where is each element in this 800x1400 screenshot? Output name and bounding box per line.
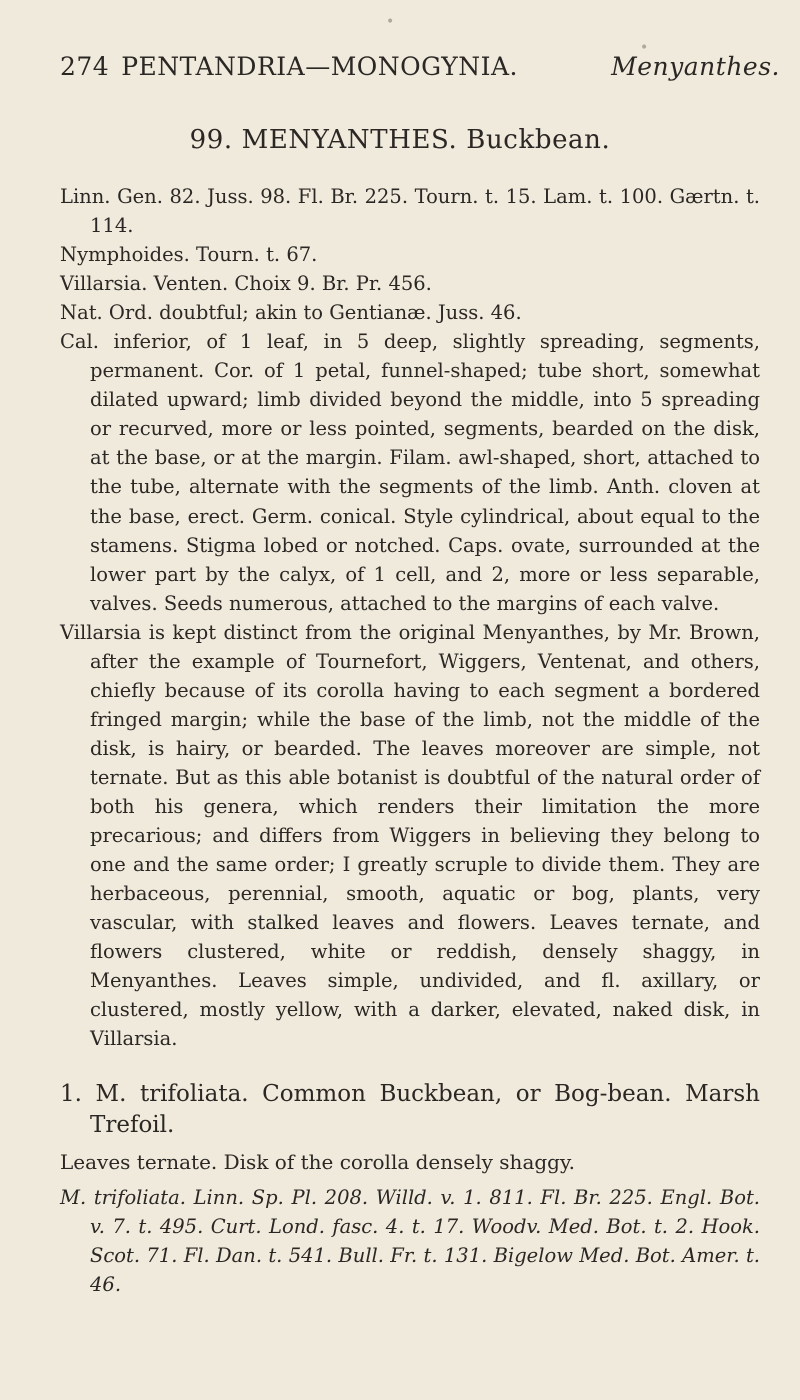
generic-description: Cal. inferior, of 1 leaf, in 5 deep, slightly spreading, segments, permanent. Cor. of 1 petal, funnel-shaped; tube short, somewhat dilated upward; limb divided beyond the middle, into 5 spreading or recurved, more or less pointed, segments, bearded on the disk, at the base, or at the margin. Filam. awl-shaped, short, attached to the tube, alternate with the segments of the limb. Anth. cloven at the base, erect. Germ. conical. Style cylindrical, about equal to the stamens. Stigma lobed or notched. Caps. ovate, surrounded at the lower part by the calyx, of 1 cell, and 2, more or less separable, valves. Seeds numerous, attached to the margins of each valve. bbox=[60, 330, 760, 615]
synonym-nymphoides: Nymphoides. Tourn. t. 67. bbox=[60, 243, 318, 267]
print-speck: • bbox=[640, 40, 649, 56]
species-diagnosis: Leaves ternate. Disk of the corolla densely shaggy. bbox=[60, 1149, 575, 1174]
page-body bbox=[60, 182, 760, 1299]
species-heading: 1. M. trifoliata. Common Buckbean, or Bog-bean. Marsh Trefoil. bbox=[60, 1081, 760, 1139]
genus-running-title: Menyanthes. bbox=[611, 52, 780, 81]
section-title: PENTANDRIA—MONOGYNIA. bbox=[121, 52, 518, 81]
synonym-linnaeus: Linn. Gen. 82. Juss. 98. Fl. Br. 225. Tourn. t. 15. Lam. t. 100. Gærtn. t. 114. bbox=[60, 185, 760, 238]
page-number: 274 bbox=[60, 52, 110, 81]
running-head bbox=[60, 52, 780, 81]
species-references: M. trifoliata. Linn. Sp. Pl. 208. Willd. v. 1. 811. Fl. Br. 225. Engl. Bot. v. 7. t. 495. Curt. Lond. fasc. 4. t. 17. Woodv. Med. Bot. t. 2. Hook. Scot. 71. Fl. Dan. t. 541. Bull. Fr. t. 131. Bigelow Med. Bot. Amer. t. 46. bbox=[60, 1186, 760, 1297]
print-speck: • bbox=[386, 14, 395, 30]
natural-order: Nat. Ord. doubtful; akin to Gentianæ. Juss. 46. bbox=[60, 301, 522, 325]
synonym-villarsia: Villarsia. Venten. Choix 9. Br. Pr. 456. bbox=[60, 272, 432, 296]
genus-title: 99. MENYANTHES. Buckbean. bbox=[189, 125, 611, 155]
generic-remarks: Villarsia is kept distinct from the original Menyanthes, by Mr. Brown, after the example of Tournefort, Wiggers, Ventenat, and others, chiefly because of its corolla having to each segment a bordered fringed margin; while the base of the limb, not the middle of the disk, is hairy, or bearded. The leaves moreover are simple, not ternate. But as this able botanist is doubtful of the natural order of both his genera, which renders their limitation the more precarious; and differs from Wiggers in believing they belong to one and the same order; I greatly scruple to divide them. They are herbaceous, perennial, smooth, aquatic or bog, plants, very vascular, with stalked leaves and flowers. Leaves ternate, and flowers clustered, white or reddish, densely shaggy, in Menyanthes. Leaves simple, undivided, and fl. axillary, or clustered, mostly yellow, with a darker, elevated, naked disk, in Villarsia. bbox=[60, 620, 760, 1051]
